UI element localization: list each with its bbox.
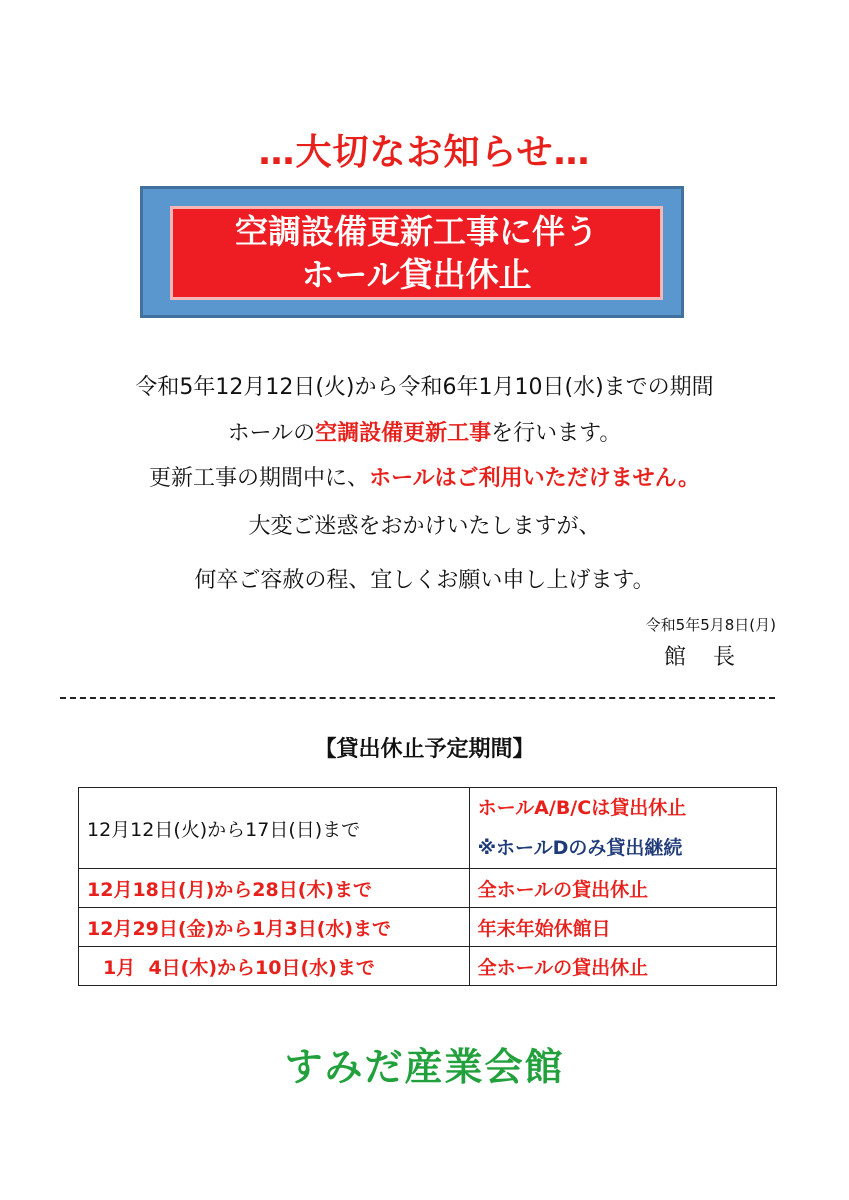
status-cell: 全ホールの貸出休止 xyxy=(469,947,776,986)
body-line-5: 何卒ご容赦の程、宜しくお願い申し上げます。 xyxy=(194,568,655,593)
table-row xyxy=(79,788,777,869)
period-cell: 12月12日(火)から17日(日)まで xyxy=(79,788,470,869)
body-line-3 xyxy=(0,461,849,492)
table-row xyxy=(79,947,777,986)
title-box xyxy=(170,206,663,300)
status-cell: 全ホールの貸出休止 xyxy=(469,869,776,908)
body-line-3-highlight: ホールはご利用いただけません。 xyxy=(369,466,700,491)
status-line-2: ※ホールDのみ貸出継続 xyxy=(477,837,683,859)
schedule-table xyxy=(78,787,777,986)
body-line-4: 大変ご迷惑をおかけいたしますが、 xyxy=(248,514,601,539)
notice-date: 令和5年5月8日(月) xyxy=(645,616,776,634)
period-cell: 12月29日(金)から1月3日(水)まで xyxy=(79,908,470,947)
title-line-1: 空調設備更新工事に伴う xyxy=(235,212,598,251)
body-line-3-before: 更新工事の期間中に、 xyxy=(149,466,370,491)
body-line-2-before: ホールの xyxy=(227,421,316,446)
org-logo-text: すみだ産業会館 xyxy=(284,1045,565,1089)
title-line-2: ホール貸出休止 xyxy=(301,255,532,294)
period-cell: 12月18日(月)から28日(木)まで xyxy=(79,869,470,908)
section-title: 【貸出休止予定期間】 xyxy=(314,737,535,762)
status-line-1: ホールA/B/Cは貸出休止 xyxy=(477,797,687,819)
body-line-2-highlight: 空調設備更新工事 xyxy=(315,421,492,446)
dashed-divider xyxy=(60,697,775,699)
period-cell: 1月 4日(木)から10日(水)まで xyxy=(79,947,470,986)
body-line-2-after: を行います。 xyxy=(491,421,622,446)
table-row xyxy=(79,908,777,947)
signer: 館 長 xyxy=(664,645,745,670)
notice-heading: …大切なお知らせ… xyxy=(258,132,591,173)
body-line-2 xyxy=(0,416,849,447)
table-row xyxy=(79,869,777,908)
body-line-1: 令和5年12月12日(火)から令和6年1月10日(水)までの期間 xyxy=(135,375,714,400)
status-cell xyxy=(469,788,776,869)
status-cell: 年末年始休館日 xyxy=(469,908,776,947)
